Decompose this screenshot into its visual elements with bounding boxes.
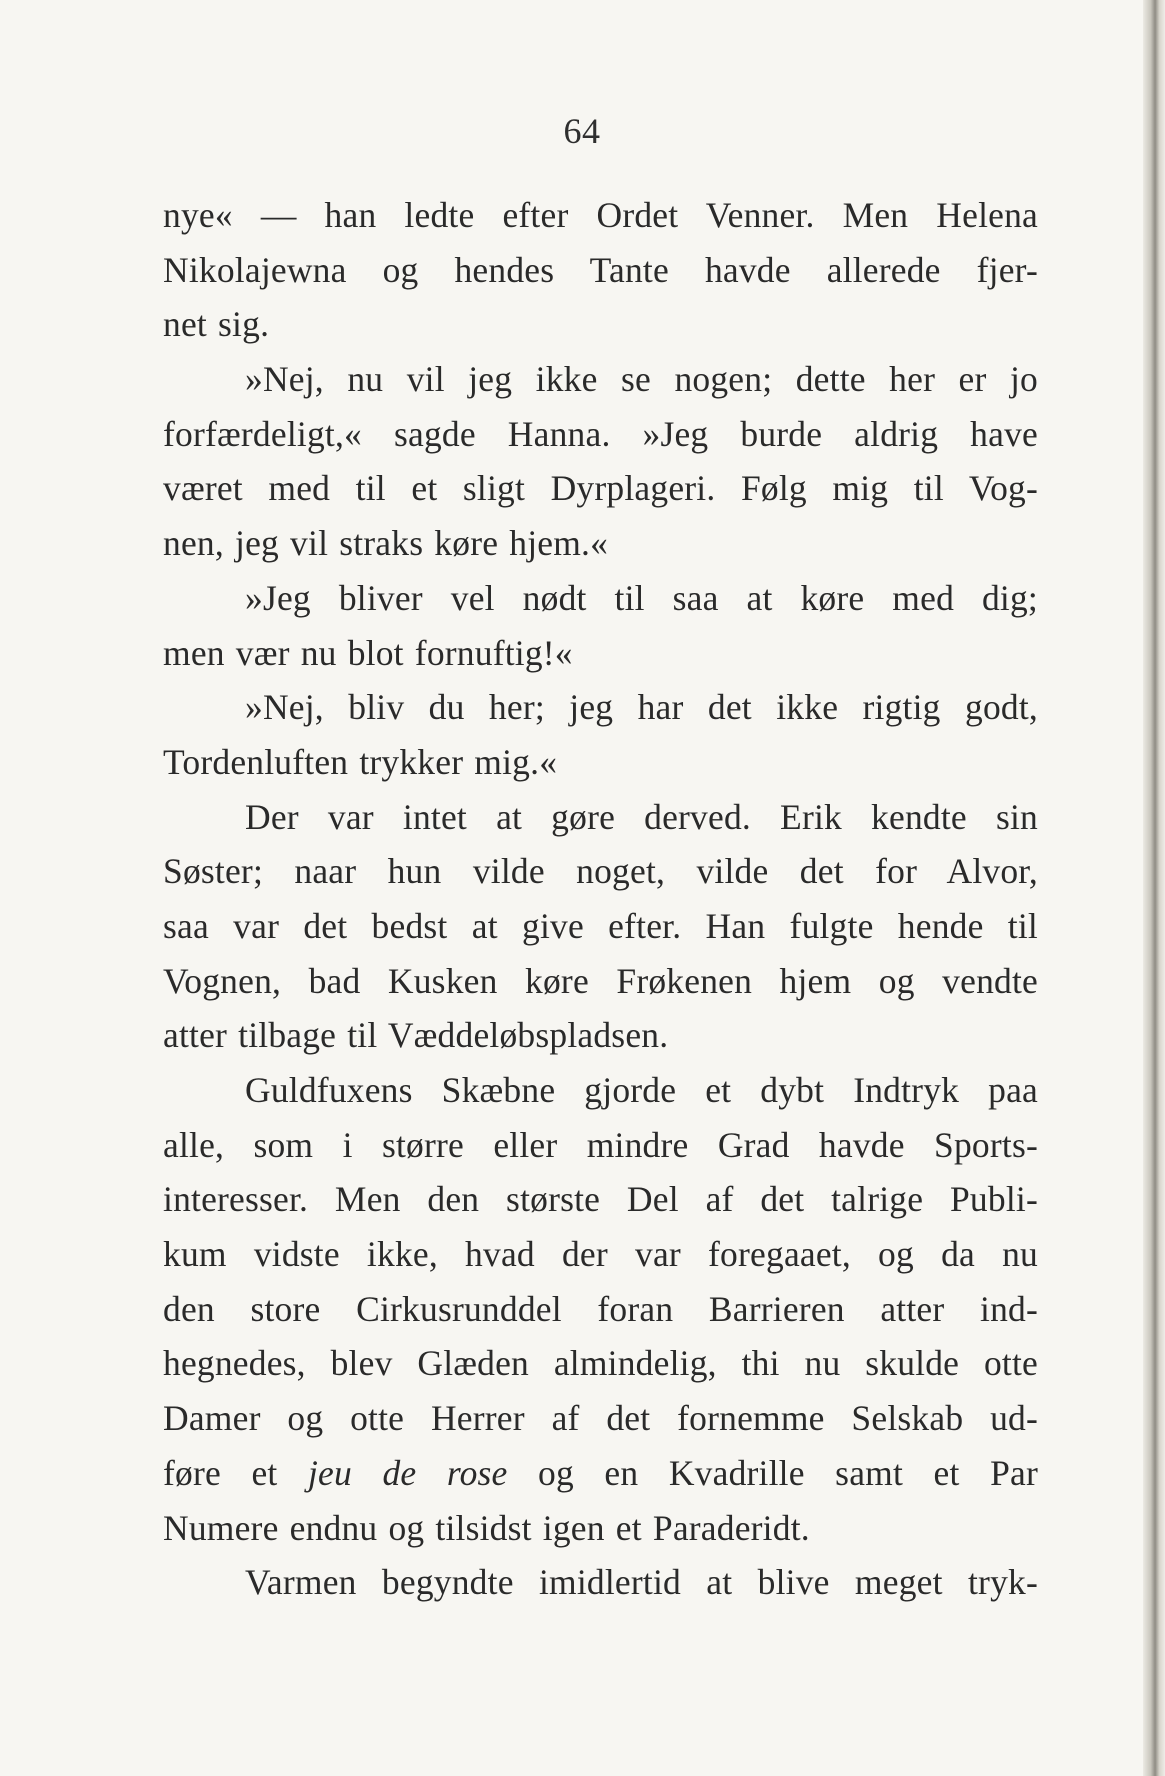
text-line-content: været med til et sligt Dyrplageri. Følg mig til Vog- [163,468,1038,509]
text-line-content: men vær nu blot fornuftig!« [163,632,573,673]
text-line [163,790,1038,845]
text-line [163,626,1038,681]
text-line [163,899,1038,954]
text-line [163,1501,1038,1556]
text-line-content: Tordenluften trykker mig.« [163,741,558,782]
text-line [163,1555,1038,1610]
text-line-content: »Nej, bliv du her; jeg har det ikke rigtig godt, [245,687,1038,728]
text-line-continuation: og en Kvadrille samt et Par [507,1452,1038,1493]
text-line-content: »Jeg bliver vel nødt til saa at køre med dig; [245,577,1038,618]
text-line [163,680,1038,735]
page-number: 64 [563,111,601,151]
body-text [163,188,1038,1610]
text-line-content: Guldfuxens Skæbne gjorde et dybt Indtryk paa [245,1070,1038,1110]
text-line-content: alle, som i større eller mindre Grad havde Sports- [163,1124,1038,1165]
text-line-content: hegnedes, blev Glæden almindelig, thi nu skulde otte [163,1343,1038,1384]
text-line-content: forfærdeligt,« sagde Hanna. »Jeg burde aldrig have [163,413,1038,454]
text-line-content: kum vidste ikke, hvad der var foregaaet, og da nu [163,1234,1038,1275]
text-line [163,516,1038,571]
text-line [163,1446,1038,1501]
text-line [163,297,1038,352]
text-line [163,1008,1038,1063]
text-line-content: »Nej, nu vil jeg ikke se nogen; dette her er jo [245,359,1038,400]
text-line [163,1227,1038,1282]
text-line [163,1282,1038,1337]
text-line [163,954,1038,1009]
text-line-content: føre et [163,1452,308,1493]
text-line-content: Damer og otte Herrer af det fornemme Selskab ud- [163,1398,1038,1439]
text-line-content: Varmen begyndte imidlertid at blive meget tryk- [245,1562,1038,1603]
text-line [163,1391,1038,1446]
text-line-content: atter tilbage til Væddeløbspladsen. [163,1015,669,1056]
text-line-content: Nikolajewna og hendes Tante havde allerede fjer- [163,249,1038,290]
text-line-content: nen, jeg vil straks køre hjem.« [163,523,609,564]
page-edge-shadow [1143,0,1165,1776]
text-line-content: net sig. [163,304,270,345]
text-line [163,461,1038,516]
text-line [163,188,1038,243]
italic-phrase: jeu de rose [307,1452,508,1493]
text-line-content: Vognen, bad Kusken køre Frøkenen hjem og vendte [163,960,1038,1001]
text-line-content: den store Cirkusrunddel foran Barrieren atter ind- [163,1288,1038,1329]
text-line [163,844,1038,899]
text-line-content: saa var det bedst at give efter. Han fulgte hende til [163,905,1038,946]
text-line [163,1336,1038,1391]
text-line-content: Søster; naar hun vilde noget, vilde det for Alvor, [163,851,1038,892]
text-line [163,243,1038,298]
text-line [163,1118,1038,1173]
text-line-content: nye« — han ledte efter Ordet Venner. Men Helena [163,195,1038,235]
text-line [163,1063,1038,1118]
text-line [163,571,1038,626]
text-line-content: Numere endnu og tilsidst igen et Paraderidt. [163,1507,810,1548]
text-line [163,1172,1038,1227]
text-line-content: interesser. Men den største Del af det talrige Publi- [163,1179,1038,1220]
text-line [163,352,1038,407]
text-line [163,735,1038,790]
text-line-content: Der var intet at gøre derved. Erik kendte sin [245,796,1038,837]
text-line [163,407,1038,462]
